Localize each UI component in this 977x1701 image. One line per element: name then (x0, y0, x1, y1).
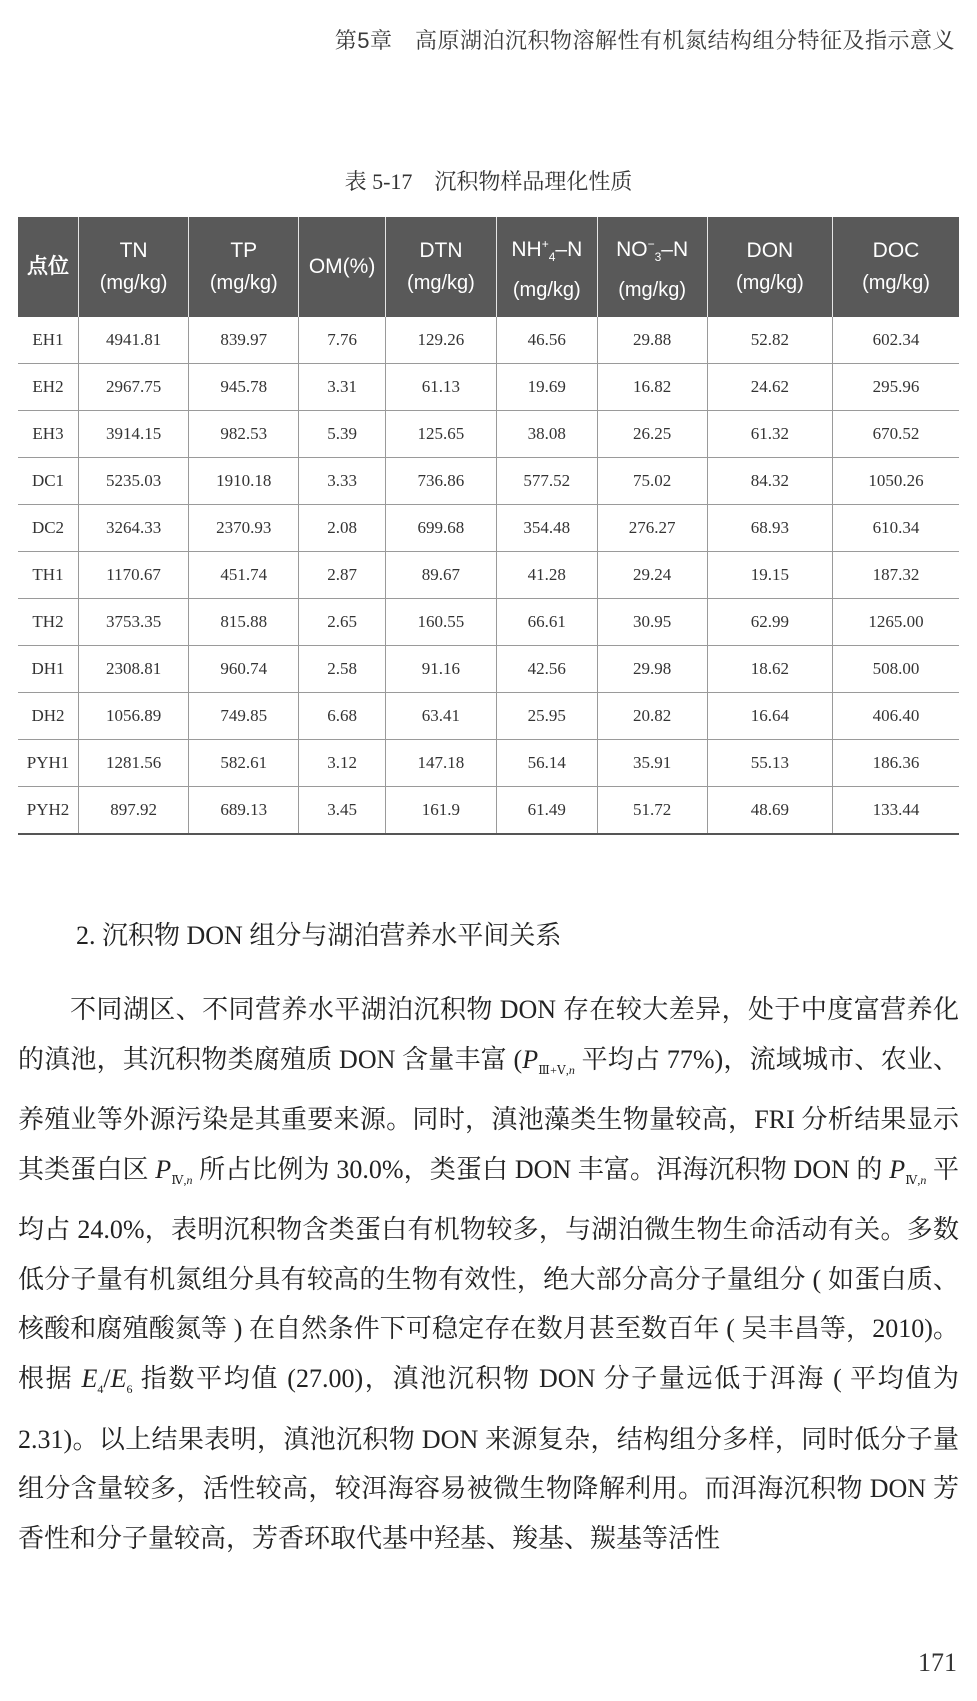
table-cell: 52.82 (707, 317, 832, 364)
table-cell: 2.08 (299, 505, 385, 552)
math-sub-roman: Ⅲ+Ⅴ, (538, 1062, 569, 1077)
col-header-no3 (597, 217, 707, 317)
table-cell: 670.52 (833, 411, 959, 458)
math-p: P (155, 1154, 172, 1184)
col-unit: (mg/kg) (618, 278, 687, 301)
table-cell: 46.56 (497, 317, 597, 364)
table-cell: 41.28 (497, 552, 597, 599)
table-cell: 3753.35 (79, 599, 189, 646)
nh4-charge: + (541, 237, 549, 252)
table-cell: 2967.75 (79, 364, 189, 411)
table-cell: 736.86 (385, 458, 496, 505)
table-cell: 48.69 (707, 787, 832, 835)
col-unit: (mg/kg) (735, 272, 804, 294)
table-cell: 125.65 (385, 411, 496, 458)
table-cell: 451.74 (189, 552, 299, 599)
text-run: 指数平均值 (27.00)，滇池沉积物 DON 分子量远低于洱海 ( 平均值为 2.31)。以上结果表明，滇池沉积物 DON 来源复杂，结构组分多样，同时低分子量组分含量较多，活性较高，较洱海容易被微生物降解利用。而洱海沉积物 DON 芳香性和分子量较高，芳香环取代基中羟基、羧基、羰基等活性 (18, 1363, 959, 1553)
table-cell: 187.32 (833, 552, 959, 599)
table-cell: 1050.26 (833, 458, 959, 505)
col-header-nh4 (497, 217, 597, 317)
paragraph-text (18, 985, 959, 1563)
table-cell: 18.62 (707, 646, 832, 693)
col-header-om: OM(%) (299, 217, 385, 317)
table-cell: 7.76 (299, 317, 385, 364)
table-cell: 20.82 (597, 693, 707, 740)
table-cell: 35.91 (597, 740, 707, 787)
table-cell: 749.85 (189, 693, 299, 740)
table-row (18, 505, 959, 552)
table-cell: 84.32 (707, 458, 832, 505)
no3-base: NO (616, 238, 648, 262)
table-cell: 897.92 (79, 787, 189, 835)
table-cell: 508.00 (833, 646, 959, 693)
table-body (18, 317, 959, 834)
col-unit: (mg/kg) (512, 278, 581, 301)
properties-table (18, 217, 959, 835)
text-run: 所占比例为 30.0%，类蛋白 DON 丰富。洱海沉积物 DON 的 (192, 1154, 890, 1184)
table-cell: 6.68 (299, 693, 385, 740)
table-cell: 1265.00 (833, 599, 959, 646)
table-cell: 16.64 (707, 693, 832, 740)
table-cell: 699.68 (385, 505, 496, 552)
table-cell: 3.33 (299, 458, 385, 505)
math-sub (905, 1173, 926, 1187)
table-cell: 25.95 (497, 693, 597, 740)
table-cell: 61.13 (385, 364, 496, 411)
table-cell: EH3 (18, 411, 79, 458)
table-cell: 3.45 (299, 787, 385, 835)
text-run: 平均占 24.0%，表明沉积物含类蛋白有机物较多，与湖泊微生物生命活动有关。多数低分子量有机氮组分具有较高的生物有效性，绝大部分高分子量组分 ( 如蛋白质、核酸和腐殖酸氮等 ) 在自然条件下可稳定存在数月甚至数百年 ( 吴丰昌等，2010)。根据 (18, 1154, 959, 1393)
table-row (18, 599, 959, 646)
table-cell: 610.34 (833, 505, 959, 552)
table-row (18, 458, 959, 505)
table-cell: 19.15 (707, 552, 832, 599)
table-cell: 3.31 (299, 364, 385, 411)
table-cell: 160.55 (385, 599, 496, 646)
table-cell: DH2 (18, 693, 79, 740)
table-cell: 3264.33 (79, 505, 189, 552)
table-cell: 61.49 (497, 787, 597, 835)
col-header-point: 点位 (18, 217, 79, 317)
table-cell: 42.56 (497, 646, 597, 693)
table-cell: 56.14 (497, 740, 597, 787)
table-cell: 91.16 (385, 646, 496, 693)
section-heading: 2. 沉积物 DON 组分与湖泊营养水平间关系 (76, 921, 562, 950)
table-cell: 1056.89 (79, 693, 189, 740)
table-cell: 2.58 (299, 646, 385, 693)
table-cell: 982.53 (189, 411, 299, 458)
math-sub-roman: Ⅳ, (905, 1172, 921, 1187)
table-cell: 577.52 (497, 458, 597, 505)
math-p: P (522, 1044, 539, 1074)
table-header-row (18, 217, 959, 317)
table-cell: 63.41 (385, 693, 496, 740)
col-unit: (mg/kg) (209, 272, 278, 294)
table-cell: 66.61 (497, 599, 597, 646)
table-caption: 表 5-17 沉积物样品理化性质 (344, 169, 633, 194)
col-name: DON (746, 239, 794, 262)
math-e: E (110, 1363, 127, 1393)
table-cell: 354.48 (497, 505, 597, 552)
table-cell: 1281.56 (79, 740, 189, 787)
table-cell: 26.25 (597, 411, 707, 458)
table-cell: 1170.67 (79, 552, 189, 599)
nh4-base: NH (511, 238, 542, 262)
table-cell: 276.27 (597, 505, 707, 552)
math-p: P (889, 1154, 906, 1184)
table-cell: 839.97 (189, 317, 299, 364)
table-cell: 16.82 (597, 364, 707, 411)
col-name: DOC (872, 239, 920, 262)
table-cell: 5235.03 (79, 458, 189, 505)
math-e-sub: 4 (97, 1382, 104, 1397)
math-sub (171, 1173, 192, 1187)
table-cell: 3.12 (299, 740, 385, 787)
table-cell: 68.93 (707, 505, 832, 552)
col-name: TN (119, 239, 148, 262)
text-run: 平均占 77%)，流域城市、农业、养殖业等外源污染是其重要来源。同时，滇池藻类生物量较高，FRI 分析结果显示其类蛋白区 (18, 1044, 959, 1184)
table-cell: EH2 (18, 364, 79, 411)
table-cell: 29.24 (597, 552, 707, 599)
table-cell: 51.72 (597, 787, 707, 835)
col-name: TP (230, 239, 258, 262)
col-header-dtn (385, 217, 496, 317)
table-cell: 4941.81 (79, 317, 189, 364)
col-header-tn (79, 217, 189, 317)
table-row (18, 740, 959, 787)
col-header-tp (189, 217, 299, 317)
table-cell: TH1 (18, 552, 79, 599)
table-cell: 129.26 (385, 317, 496, 364)
table-cell: 30.95 (597, 599, 707, 646)
col-name: DTN (419, 239, 463, 262)
table-row (18, 364, 959, 411)
table-row (18, 787, 959, 835)
table-cell: 61.32 (707, 411, 832, 458)
table-cell: 5.39 (299, 411, 385, 458)
table-cell: 2.87 (299, 552, 385, 599)
table-row (18, 693, 959, 740)
table-cell: 29.88 (597, 317, 707, 364)
no3-count: 3 (654, 250, 662, 265)
table-cell: 960.74 (189, 646, 299, 693)
math-sub-n: n (186, 1172, 193, 1187)
nh4-suffix: –N (555, 238, 583, 262)
table-cell: 2.65 (299, 599, 385, 646)
no3-suffix: –N (661, 238, 689, 262)
table-cell: 55.13 (707, 740, 832, 787)
table-cell: 147.18 (385, 740, 496, 787)
table-cell: 602.34 (833, 317, 959, 364)
body-paragraph (18, 985, 959, 1563)
table-cell: 1910.18 (189, 458, 299, 505)
col-header-doc (833, 217, 959, 317)
table-cell: 186.36 (833, 740, 959, 787)
table-cell: DC2 (18, 505, 79, 552)
math-e-sub: 6 (126, 1382, 133, 1397)
table-cell: 161.9 (385, 787, 496, 835)
table-cell: EH1 (18, 317, 79, 364)
table-cell: PYH2 (18, 787, 79, 835)
table-cell: 582.61 (189, 740, 299, 787)
col-header-don (707, 217, 832, 317)
table-cell: 75.02 (597, 458, 707, 505)
table-cell: 133.44 (833, 787, 959, 835)
table-cell: PYH1 (18, 740, 79, 787)
math-sub (538, 1063, 575, 1077)
table-cell: DH1 (18, 646, 79, 693)
table-cell: 815.88 (189, 599, 299, 646)
col-unit: (mg/kg) (99, 272, 168, 294)
table-cell: 689.13 (189, 787, 299, 835)
table-row (18, 552, 959, 599)
table-row (18, 317, 959, 364)
math-e: E (81, 1363, 98, 1393)
text-run: 不同湖区、不同营养水平湖泊沉积物 DON 存在较大差异，处于中度富营养化的滇池，其沉积物类腐殖质 DON 含量丰富 ( (18, 995, 959, 1074)
col-unit: (mg/kg) (862, 272, 930, 294)
table-cell: TH2 (18, 599, 79, 646)
col-unit: (mg/kg) (407, 272, 475, 294)
table-cell: 19.69 (497, 364, 597, 411)
table-cell: 62.99 (707, 599, 832, 646)
table-cell: 295.96 (833, 364, 959, 411)
math-sub-n: n (568, 1062, 575, 1077)
table-cell: 406.40 (833, 693, 959, 740)
table-row (18, 646, 959, 693)
table-cell: 29.98 (597, 646, 707, 693)
table-cell: 2308.81 (79, 646, 189, 693)
no3-charge: − (647, 237, 655, 252)
table-cell: 945.78 (189, 364, 299, 411)
math-sub-n: n (920, 1172, 927, 1187)
running-header: 第5章 高原湖泊沉积物溶解性有机氮结构组分特征及指示意义 (334, 28, 955, 53)
table-cell: DC1 (18, 458, 79, 505)
table-cell: 2370.93 (189, 505, 299, 552)
math-sub-roman: Ⅳ, (171, 1172, 187, 1187)
page-number: 171 (918, 1648, 957, 1677)
table-cell: 89.67 (385, 552, 496, 599)
table-cell: 3914.15 (79, 411, 189, 458)
nh4-count: 4 (548, 250, 556, 265)
table-row (18, 411, 959, 458)
text-run: / (103, 1363, 111, 1393)
table-cell: 38.08 (497, 411, 597, 458)
table-cell: 24.62 (707, 364, 832, 411)
